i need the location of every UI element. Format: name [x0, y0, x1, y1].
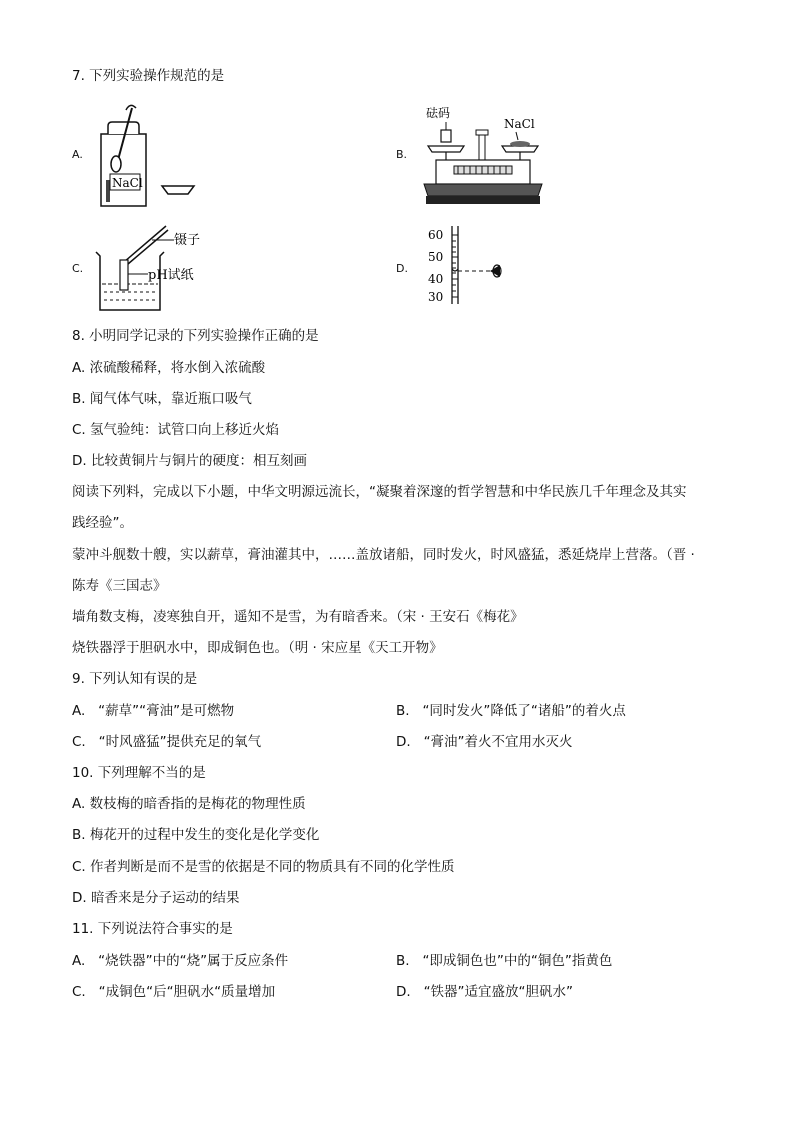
ph-paper-figure	[94, 222, 234, 314]
reagent-bottle-figure	[96, 98, 201, 210]
q11-option-d-text: “铁器”适宜盛放“胆矾水”	[423, 984, 574, 1000]
q8-stem: 8. 小明同学记录的下列实验操作正确的是	[72, 328, 319, 344]
pan-label: NaCl	[504, 117, 535, 131]
graduated-cylinder-figure	[424, 226, 524, 306]
q11-option-d-label: D.	[396, 984, 411, 1000]
balance-figure	[418, 102, 548, 210]
left-pan	[428, 146, 464, 152]
ph-paper-strip	[120, 260, 128, 290]
bottle-shade	[106, 180, 110, 202]
q9-option-d-text: “膏油”着火不宜用水灭火	[423, 734, 573, 750]
q8-option-c: C. 氢气验纯：试管口向上移近火焰	[72, 422, 280, 438]
spoon-bowl	[111, 156, 121, 172]
q9-option-a-text: “薪草”“膏油”是可燃物	[98, 703, 235, 719]
q9-option-a-label: A.	[72, 703, 86, 719]
q9-option-d-label: D.	[396, 734, 411, 750]
q7-option-a-label: A.	[72, 148, 83, 161]
balance-base	[424, 184, 542, 196]
ph-paper-label: pH试纸	[148, 268, 194, 283]
reading-intro-1: 阅读下列料，完成以下小题，中华文明源远流长，“凝聚着深邃的哲学智慧和中华民族几千年理念及其实	[72, 484, 687, 500]
jar-label-text: NaCl	[112, 176, 143, 190]
tick-60: 60	[428, 228, 444, 242]
q7-stem: 7. 下列实验操作规范的是	[72, 68, 225, 84]
q11-option-c-label: C.	[72, 984, 86, 1000]
meniscus	[452, 269, 458, 271]
q7-option-c-label: C.	[72, 262, 84, 275]
q10-option-c: C. 作者判断是而不是雪的依据是不同的物质具有不同的化学性质	[72, 859, 455, 875]
reading-passage-1a: 蒙冲斗舰数十艘，实以薪草，膏油灌其中，……盖放诸船，同时发火，时风盛猛，悉延烧岸上营落。（晋 ·	[72, 547, 695, 563]
q11-option-a	[72, 951, 288, 971]
q9-option-b-text: “同时发火”降低了“诸船”的着火点	[422, 703, 626, 719]
q9-option-c-text: “时风盛猛”提供充足的氧气	[98, 734, 262, 750]
tick-30: 30	[428, 290, 444, 304]
q10-option-b: B. 梅花开的过程中发生的变化是化学变化	[72, 827, 320, 843]
q11-option-b-label: B.	[396, 953, 410, 969]
q9-option-c-label: C.	[72, 734, 86, 750]
q11-option-d	[396, 982, 573, 1002]
q9-option-a	[72, 701, 234, 721]
q8-option-b: B. 闻气体气味，靠近瓶口吸气	[72, 391, 252, 407]
balance-foot	[426, 196, 540, 204]
q9-option-d	[396, 732, 573, 752]
q10-option-a: A. 数枝梅的暗香指的是梅花的物理性质	[72, 796, 306, 812]
q9-option-c	[72, 732, 261, 752]
q8-option-d: D. 比较黄铜片与铜片的硬度：相互刻画	[72, 453, 307, 469]
q10-stem: 10. 下列理解不当的是	[72, 765, 206, 781]
q8-option-a: A. 浓硫酸稀释，将水倒入浓硫酸	[72, 360, 266, 376]
q9-stem: 9. 下列认知有误的是	[72, 671, 198, 687]
q9-option-b-label: B.	[396, 703, 410, 719]
tick-50: 50	[428, 250, 444, 264]
q9-option-b	[396, 701, 626, 721]
stopper-icon	[162, 186, 194, 194]
q11-option-c-text: “成铜色“后“胆矾水“质量增加	[98, 984, 276, 1000]
nacl-pile	[510, 141, 530, 147]
q7-option-d-label: D.	[396, 262, 408, 275]
q11-option-b	[396, 951, 612, 971]
q11-stem: 11. 下列说法符合事实的是	[72, 921, 233, 937]
tweezers-label: 镊子	[174, 233, 201, 248]
pointer-column	[479, 135, 485, 161]
reading-passage-1b: 陈寿《三国志》	[72, 578, 167, 594]
reading-intro-2: 践经验”。	[72, 515, 133, 531]
tick-40: 40	[428, 272, 444, 286]
q10-option-d: D. 暗香来是分子运动的结果	[72, 890, 240, 906]
q11-option-b-text: “即成铜色也”中的“铜色”指黄色	[422, 953, 613, 969]
weight-icon	[441, 130, 451, 142]
eye-icon	[490, 265, 501, 277]
q7-option-b-label: B.	[396, 148, 408, 161]
reading-passage-2: 墙角数支梅，凌寒独自开，遥知不是雪，为有暗香来。（宋 · 王安石《梅花》	[72, 609, 524, 625]
reading-passage-3: 烧铁器浮于胆矾水中，即成铜色也。（明 · 宋应星《天工开物》	[72, 640, 443, 656]
q11-option-a-text: “烧铁器”中的“烧”属于反应条件	[98, 953, 289, 969]
q11-option-a-label: A.	[72, 953, 86, 969]
bottle-neck	[108, 122, 139, 134]
q11-option-c	[72, 982, 275, 1002]
weight-label: 砝码	[426, 106, 451, 120]
